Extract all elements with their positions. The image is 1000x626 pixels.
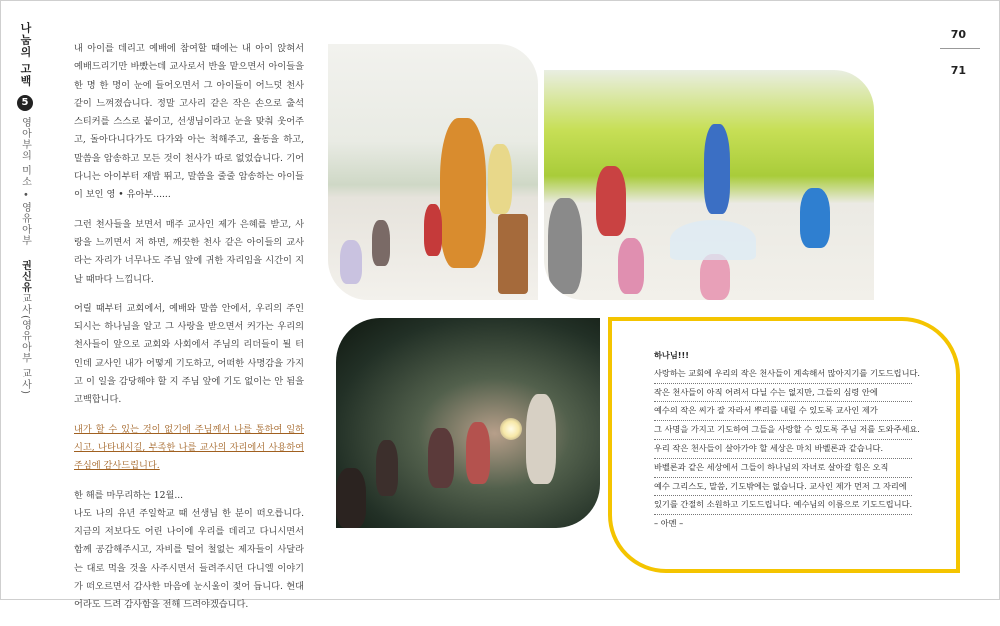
teacher-figure [526,394,556,484]
section-title: 나눔의 고백 [19,22,32,87]
article-body [74,40,304,626]
costume-figure-small [488,144,512,214]
prayer-line: 예수 그리스도, 말씀, 기도밖에는 없습니다. 교사인 제가 먼저 그 자리에 [654,478,912,497]
prayer-line: 예수의 작은 씨가 잘 자라서 뿌리를 내릴 수 있도록 교사인 제가 [654,402,912,421]
prayer-greeting: 하나님!!! [654,350,689,360]
section-topic: 영아부의 미소 • 영유아부 [19,116,31,247]
umbrella [670,220,756,260]
highlighted-quote: 내가 할 수 있는 것이 없기에 주님께서 나를 통하여 일하시고, 나타내시길, 부족한 나를 교사의 자리에서 사용하여 주심에 감사드립니다. [74,423,304,472]
child-figure [372,220,390,266]
closing-paragraph: 나도 나의 유년 주일학교 때 선생님 한 분이 떠오릅니다. 지금의 저보다도 어린 나이에 우리를 데리고 다니시면서 함께 공감해주시고, 자비를 털어 철없는 제자들이 사달라는 대로 먹을 것을 사주시면서 들려주시던 다니엘 이야기가 떠오르면서 감사한 마음에 눈시울이 젖어 듭니다. 현대어라도 드려 감사함을 전해 드려야겠습니다. [74,507,304,611]
page-number-left: 70 [950,28,966,41]
photo-classroom-activity [544,70,874,300]
photo-candle-light [336,318,600,528]
prayer-line: 사랑하는 교회에 우리의 작은 천사들이 계속해서 많아지기를 기도드립니다. [654,365,912,384]
author-name: 권신유 [19,260,31,294]
article-paragraph: 그런 천사들을 보면서 매주 교사인 제가 은혜를 받고, 사랑을 느끼면서 저 하면, 깨끗한 천사 같은 아이들의 교사라는 자리가 너무나도 주님 앞에 귀한 자리임을 시간이 지날 때마다 느낍니다. [74,218,304,285]
article-paragraph: 어릴 때부터 교회에서, 예배와 말씀 안에서, 우리의 주인 되시는 하나님을 알고 그 사랑을 받으면서 커가는 우리의 천사들이 앞으로 교회와 사회에서 주님의 리더들이 될 터인데 교사인 내가 어떻게 기도하고, 어떠한 사명감을 가지고 이 일을 감당해야 할 지 주님 앞에 기도 없이는 안 됨을 고백합니다. [74,302,304,406]
podium [498,214,528,294]
section-number-badge: 5 [17,95,33,111]
prayer-line: 작은 천사들이 아직 어려서 다닐 수는 없지만, 그들의 심령 안에 [654,384,912,403]
closing-heading: 한 해를 마무리하는 12월... [74,489,184,501]
photo-costume-character [328,44,538,300]
child-figure [424,204,442,256]
child-figure [376,440,398,496]
adult-figure [548,198,582,294]
child-figure [700,254,730,300]
child-figure [336,468,366,528]
child-figure [340,240,362,284]
page-number-divider [940,48,980,49]
author-role: 교사(영유아부 교사) [19,293,31,396]
child-figure [428,428,454,488]
page-number-right: 71 [950,64,966,77]
prayer-line: 바벨론과 같은 세상에서 그들이 하나님의 자녀로 살아갈 힘은 오직 [654,459,912,478]
adult-figure [596,166,626,236]
article-paragraph: 내 아이를 데리고 예배에 참여할 때에는 내 아이 앉혀서 예배드리기만 바빴는데 교사로서 반을 맡으면서 아이들을 한 명 한 명이 눈에 들어오면서 그 아이들이 어느덧 천사 같이 느껴졌습니다. 정말 고사리 같은 작은 손으로 출석 스티커를 스스로 붙이고, 선생님이라고 눈을 맞춰 웃어주고, 돌아다니다가도 다가와 아는 척해주고, 율동을 하고, 말씀을 암송하고 모든 것이 천사가 따로 없었습니다. 기어 다니는 아이부터 재밥 뛰고, 말씀을 줄줄 암송하는 아이들이 보인 영 • 유아부...... [74,43,304,201]
child-figure [466,422,490,484]
prayer-line: 그 사명을 가지고 기도하여 그들을 사랑할 수 있도록 주님 저를 도와주세요. [654,421,912,440]
teacher-figure [704,124,730,214]
child-figure [618,238,644,294]
prayer-text [654,347,921,533]
sidebar [14,22,36,582]
prayer-line: 우리 작은 천사들이 살아가야 할 세상은 마치 바벨론과 같습니다. [654,440,912,459]
prayer-line: 있기를 간절히 소원하고 기도드립니다. 예수님의 이름으로 기도드립니다. [654,496,912,515]
prayer-box [608,317,960,573]
adult-figure [800,188,830,248]
costume-figure [440,118,486,268]
light-ball [500,418,522,440]
prayer-amen: – 아멘 – [654,518,684,529]
